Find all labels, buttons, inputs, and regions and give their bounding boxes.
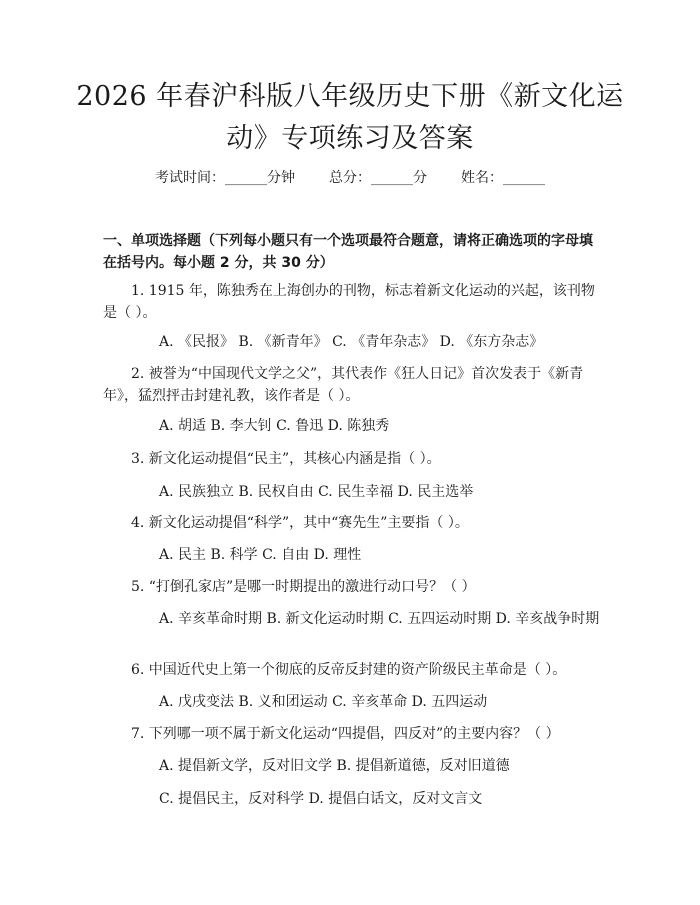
question-6-options bbox=[103, 691, 601, 713]
total-score-field: 总分：______分 bbox=[329, 170, 427, 186]
question-text: 5. “打倒孔家店”是哪一时期提出的激进行动口号？（ ） bbox=[131, 579, 476, 595]
section-heading bbox=[103, 230, 603, 274]
option-list: A. 胡适 B. 李大钊 C. 鲁迅 D. 陈独秀 bbox=[159, 418, 390, 434]
question-5 bbox=[103, 576, 601, 598]
question-text: 3. 新文化运动提倡“民主”，其核心内涵是指（ ）。 bbox=[131, 451, 441, 467]
question-5-options bbox=[103, 608, 601, 630]
question-4-options bbox=[103, 544, 601, 566]
question-6 bbox=[103, 659, 601, 681]
section-heading-line-2: 在括号内。每小题 2 分，共 30 分） bbox=[103, 255, 334, 271]
option-list: A. 民主 B. 科学 C. 自由 D. 理性 bbox=[159, 547, 362, 563]
question-2-options bbox=[103, 415, 601, 437]
question-text: 6. 中国近代史上第一个彻底的反帝反封建的资产阶级民主革命是（ ）。 bbox=[131, 662, 567, 678]
question-7-options-line-2 bbox=[103, 788, 601, 810]
question-3 bbox=[103, 448, 601, 470]
question-3-options bbox=[103, 481, 601, 503]
question-7-options bbox=[103, 755, 601, 777]
question-1 bbox=[103, 280, 601, 324]
option-list: A. 戊戌变法 B. 义和团运动 C. 辛亥革命 D. 五四运动 bbox=[159, 694, 488, 710]
option-list: A. 民族独立 B. 民权自由 C. 民生幸福 D. 民主选举 bbox=[159, 484, 474, 500]
section-heading-line-1: 一、单项选择题（下列每小题只有一个选项最符合题意，请将正确选项的字母填 bbox=[103, 233, 593, 249]
exam-meta bbox=[0, 168, 700, 188]
document-title bbox=[60, 76, 640, 160]
question-7 bbox=[103, 723, 601, 745]
question-text: 1. 1915 年，陈独秀在上海创办的刊物，标志着新文化运动的兴起，该刊物是（ ）。 bbox=[103, 283, 595, 321]
question-2 bbox=[103, 363, 601, 407]
title-line-1: 2026 年春沪科版八年级历史下册《新文化运 bbox=[76, 81, 624, 112]
option-list: A. 《民报》 B. 《新青年》 C. 《青年杂志》 D. 《东方杂志》 bbox=[159, 334, 544, 350]
question-text: 7. 下列哪一项不属于新文化运动“四提倡，四反对”的主要内容？（ ） bbox=[131, 726, 560, 742]
student-name-field: 姓名：______ bbox=[461, 170, 545, 186]
option-list: A. 提倡新文学，反对旧文学 B. 提倡新道德，反对旧道德 bbox=[159, 758, 510, 774]
question-1-options bbox=[103, 331, 601, 353]
title-line-2: 动》专项练习及答案 bbox=[226, 123, 474, 154]
option-list: A. 辛亥革命时期 B. 新文化运动时期 C. 五四运动时期 D. 辛亥战争时期 bbox=[159, 611, 600, 627]
exam-time-field: 考试时间：______分钟 bbox=[155, 170, 295, 186]
question-text: 4. 新文化运动提倡“科学”，其中“赛先生”主要指（ ）。 bbox=[131, 515, 469, 531]
question-4 bbox=[103, 512, 601, 534]
question-text: 2. 被誉为“中国现代文学之父”，其代表作《狂人日记》首次发表于《新青年》，猛烈抨击封建礼教，该作者是（ ）。 bbox=[103, 366, 584, 404]
option-list: C. 提倡民主，反对科学 D. 提倡白话文，反对文言文 bbox=[159, 791, 483, 807]
